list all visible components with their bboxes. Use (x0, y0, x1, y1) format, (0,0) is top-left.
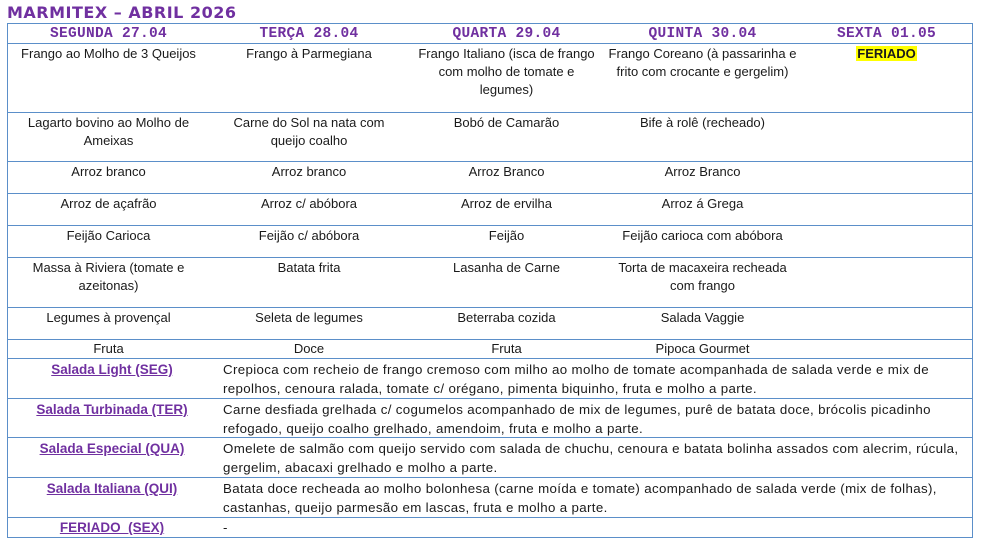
menu-row-rice-1 (8, 162, 972, 194)
menu-cell: Lagarto bovino ao Molho de Ameixas (27, 115, 190, 148)
menu-cell: Frango Coreano (à passarinha e frito com crocante e gergelim) (608, 46, 797, 79)
salad-label: Salada Especial (QUA) (39, 441, 185, 456)
menu-cell: Frango Italiano (isca de frango com molho de tomate e legumes) (418, 46, 595, 97)
menu-cell: Arroz de açafrão (60, 196, 157, 211)
menu-cell: Salada Vaggie (660, 310, 745, 325)
day-header-wednesday: QUARTA 29.04 (452, 26, 561, 42)
salad-row-italiana (8, 478, 972, 518)
menu-row-side (8, 258, 972, 308)
menu-cell: Arroz c/ abóbora (260, 196, 358, 211)
menu-cell (801, 226, 972, 227)
day-header-monday: SEGUNDA 27.04 (49, 26, 168, 42)
day-header-tuesday: TERÇA 28.04 (259, 26, 359, 42)
menu-cell: Legumes à provençal (46, 310, 171, 325)
menu-cell: Arroz branco (271, 164, 347, 179)
day-header-friday: SEXTA 01.05 (836, 26, 936, 42)
menu-cell: Bife à rolê (recheado) (639, 115, 765, 130)
menu-cell-holiday (801, 44, 972, 63)
page-title: MARMITEX – ABRIL 2026 (7, 3, 237, 22)
salad-description: - (223, 520, 228, 535)
day-header-row (8, 24, 972, 44)
menu-cell (801, 258, 972, 259)
menu-row-rice-2 (8, 194, 972, 226)
salad-label: FERIADO (SEX) (59, 520, 165, 535)
menu-cell (801, 162, 972, 163)
menu-cell: Lasanha de Carne (453, 260, 560, 275)
holiday-badge: FERIADO (857, 46, 916, 61)
salad-label: Salada Turbinada (TER) (36, 402, 188, 417)
menu-cell: Feijão carioca com abóbora (622, 228, 783, 243)
menu-cell: Arroz branco (71, 164, 146, 179)
menu-cell: Pipoca Gourmet (655, 341, 750, 356)
menu-cell: Arroz de ervilha (460, 196, 553, 211)
menu-cell: Arroz Branco (468, 164, 545, 179)
menu-cell: Torta de macaxeira recheada com frango (618, 260, 787, 293)
menu-cell: Feijão (488, 228, 525, 243)
menu-row-beans (8, 226, 972, 258)
menu-cell: Frango à Parmegiana (246, 46, 372, 61)
menu-cell: Doce (293, 341, 325, 356)
menu-cell: Fruta (93, 341, 124, 356)
salad-row-light (8, 359, 972, 399)
menu-cell: Beterraba cozida (457, 310, 556, 325)
menu-cell (801, 113, 972, 114)
salad-description: Carne desfiada grelhada c/ cogumelos acompanhado de mix de legumes, purê de batata doce, brócolis picadinho refogado, queijo coalho grelhado, amendoim, fruta e molho a parte. (223, 402, 931, 436)
menu-cell: Frango ao Molho de 3 Queijos (21, 46, 196, 61)
salad-description: Batata doce recheada ao molho bolonhesa (carne moída e tomate) acompanhado de salada verde (mix de folhas), castanhas, queijo parmesão em lascas, fruta e molho a parte. (223, 481, 937, 515)
salad-row-especial (8, 438, 972, 478)
menu-cell: Feijão Carioca (66, 228, 151, 243)
menu-cell: Carne do Sol na nata com queijo coalho (233, 115, 385, 148)
day-header-thursday: QUINTA 30.04 (648, 26, 757, 42)
salad-description: Crepioca com recheio de frango cremoso com milho ao molho de tomate acompanhada de salada verde e mix de repolhos, cenoura ralada, tomate c/ orégano, pimenta biquinho, fruta e molho a parte. (223, 362, 930, 396)
menu-cell: Batata frita (277, 260, 341, 275)
menu-cell: Seleta de legumes (255, 310, 363, 325)
menu-cell: Bobó de Camarão (453, 115, 560, 130)
menu-cell: Massa à Riviera (tomate e azeitonas) (32, 260, 185, 293)
menu-row-protein-1 (8, 44, 972, 113)
menu-row-protein-2 (8, 113, 972, 162)
menu-cell: Fruta (491, 341, 522, 356)
salad-label: Salada Italiana (QUI) (46, 481, 178, 496)
menu-row-dessert (8, 340, 972, 359)
menu-cell (801, 308, 972, 309)
menu-cell: Arroz Branco (664, 164, 741, 179)
salad-row-feriado (8, 518, 972, 537)
menu-row-vegetables (8, 308, 972, 340)
menu-cell (801, 194, 972, 195)
menu-cell: Feijão c/ abóbora (258, 228, 360, 243)
salad-description: Omelete de salmão com queijo servido com salada de chuchu, cenoura e batata bolinha assados com alecrim, rúcula, gergelim, abacaxi grelhado e molho a parte. (223, 441, 959, 475)
salad-row-turbinada (8, 399, 972, 438)
salad-label: Salada Light (SEG) (51, 362, 173, 377)
menu-table (7, 23, 973, 538)
menu-cell: Arroz á Grega (661, 196, 744, 211)
